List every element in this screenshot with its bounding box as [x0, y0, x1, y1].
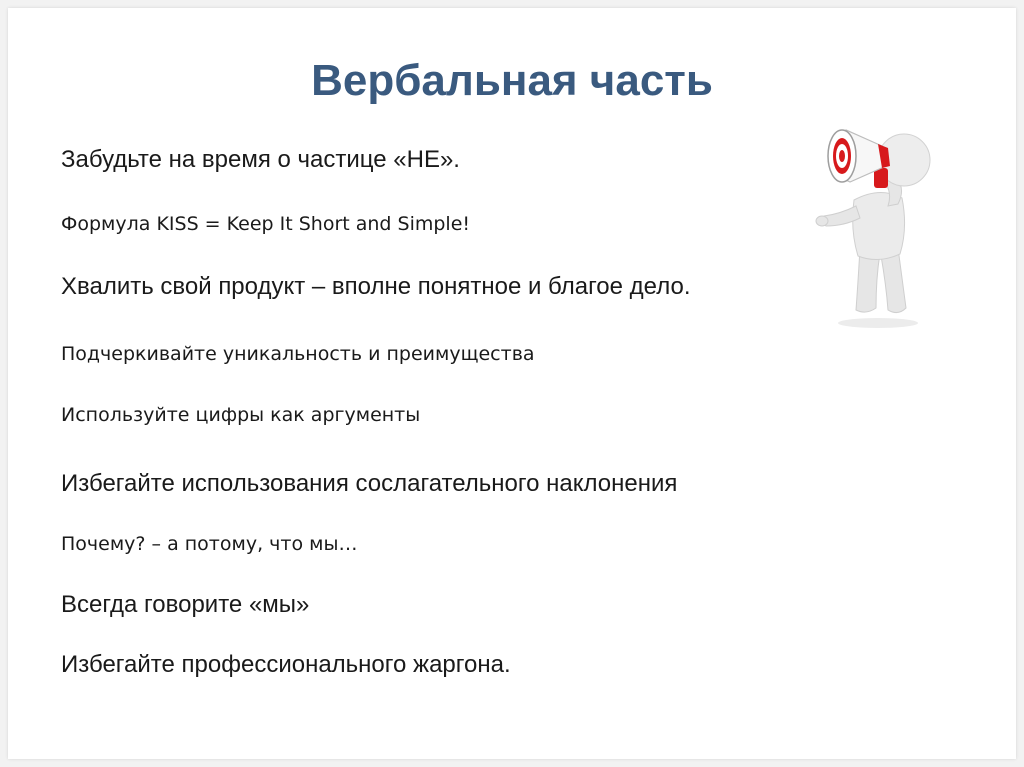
bullet-line: Почему? – а потому, что мы… [61, 533, 358, 555]
slide-title: Вербальная часть [311, 56, 713, 105]
slide [8, 8, 1016, 759]
bullet-line: Формула KISS = Keep It Short and Simple! [61, 213, 471, 235]
bullet-line: Забудьте на время о частице «НЕ». [61, 146, 460, 173]
bullet-line: Используйте цифры как аргументы [61, 404, 421, 426]
bullet-line: Всегда говорите «мы» [61, 591, 310, 618]
bullet-line: Хвалить свой продукт – вполне понятное и благое дело. [61, 273, 691, 300]
bullet-line: Избегайте использования сослагательного наклонения [61, 470, 678, 497]
bullet-line: Подчеркивайте уникальность и преимущества [61, 343, 535, 365]
bullet-line: Избегайте профессионального жаргона. [61, 651, 511, 678]
person-with-megaphone-icon [788, 118, 948, 330]
